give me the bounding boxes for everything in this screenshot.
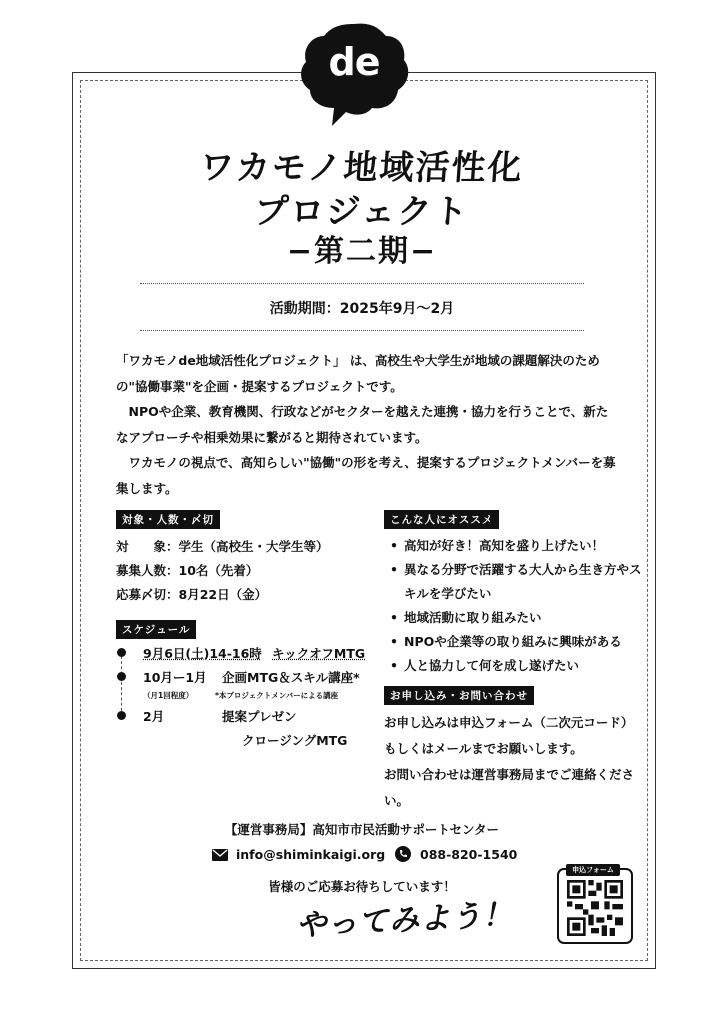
schedule-dot-3	[117, 711, 126, 720]
contact-row	[212, 847, 532, 865]
intro-paragraph-1: 「ワカモノde地域活性化プロジェクト」 は、高校生や大学生が地域の課題解決のための"協働事業"を企画・提案するプロジェクトです。	[116, 353, 600, 394]
recommend-item: • 人と協力して何を成し遂げたい	[388, 654, 648, 678]
closing-message: 皆様のご応募お待ちしています！	[268, 879, 456, 894]
schedule-note-star: *本プロジェクトメンバーによる講座	[215, 691, 339, 700]
apply-text	[384, 710, 634, 814]
recommend-item: • NPOや企業等の取り組みに興味がある	[388, 630, 648, 654]
schedule-when-3: 2月	[143, 709, 165, 724]
qr-code	[567, 880, 623, 936]
recommend-item: • 異なる分野で活躍する大人から生き方やスキルを学びたい	[388, 558, 648, 606]
target-deadline: 応募〆切：8月22日（金）	[116, 587, 268, 602]
schedule-when-1: 9月6日(土)14-16時	[143, 646, 262, 661]
title-line-1: ワカモノ地域活性化	[198, 148, 525, 188]
apply-tag: お申し込み・お問い合わせ	[384, 686, 534, 705]
target-count: 募集人数：10名（先着）	[116, 563, 259, 578]
recommend-item: • 高知が好き！高知を盛り上げたい！	[388, 534, 648, 558]
title-line-2: プロジェクト	[252, 192, 471, 232]
schedule-what-2: 企画MTG＆スキル講座*	[222, 670, 360, 685]
contact-phone[interactable]: 088-820-1540	[420, 847, 518, 862]
divider-bottom	[140, 330, 584, 331]
recommend-list	[388, 534, 648, 678]
schedule-what-1: キックオフMTG	[272, 646, 366, 661]
schedule-when-2: 10月ー1月	[143, 670, 207, 685]
schedule-dot-1	[117, 648, 126, 657]
signature: やってみよう！	[295, 897, 514, 944]
apply-text-2: お問い合わせは運営事務局までご連絡ください。	[384, 767, 635, 808]
schedule-note-frequency: （月1回程度）	[143, 691, 194, 700]
activity-period: 活動期間：2025年9月〜2月	[269, 301, 455, 317]
apply-text-1: お申し込みは申込フォーム（二次元コード）もしくはメールまでお願いします。	[384, 715, 634, 756]
office-name: 【運営事務局】高知市市民活動サポートセンター	[224, 822, 500, 837]
title-line-3: −第二期−	[286, 234, 438, 269]
schedule-line	[121, 656, 122, 716]
intro-paragraph-2: NPOや企業、教育機関、行政などがセクターを越えた連携・協力を行うことで、新たなアプローチや相乗効果に繋がると期待されています。	[116, 404, 609, 445]
qr-code-frame[interactable]	[557, 868, 633, 944]
schedule-tag: スケジュール	[116, 620, 196, 639]
schedule-what-3b: クロージングMTG	[242, 733, 348, 748]
schedule-what-3: 提案プレゼン	[222, 709, 297, 724]
schedule-dot-2	[117, 672, 126, 681]
qr-label: 申込フォーム	[566, 864, 620, 876]
contact-email[interactable]: info@shiminkaigi.org	[236, 847, 386, 862]
mail-icon	[212, 849, 228, 861]
recommend-item: • 地域活動に取り組みたい	[388, 606, 648, 630]
intro-paragraph-3: ワカモノの視点で、高知らしい"協働"の形を考え、提案するプロジェクトメンバーを募集します。	[116, 455, 616, 496]
target-subject: 対 象：学生（高校生・大学生等）	[116, 539, 329, 554]
intro-text	[116, 348, 616, 501]
phone-icon	[395, 846, 411, 862]
target-tag: 対象・人数・〆切	[116, 510, 220, 529]
divider-top	[140, 283, 584, 284]
recommend-tag: こんな人にオススメ	[384, 510, 499, 529]
logo-text: de	[328, 40, 380, 84]
